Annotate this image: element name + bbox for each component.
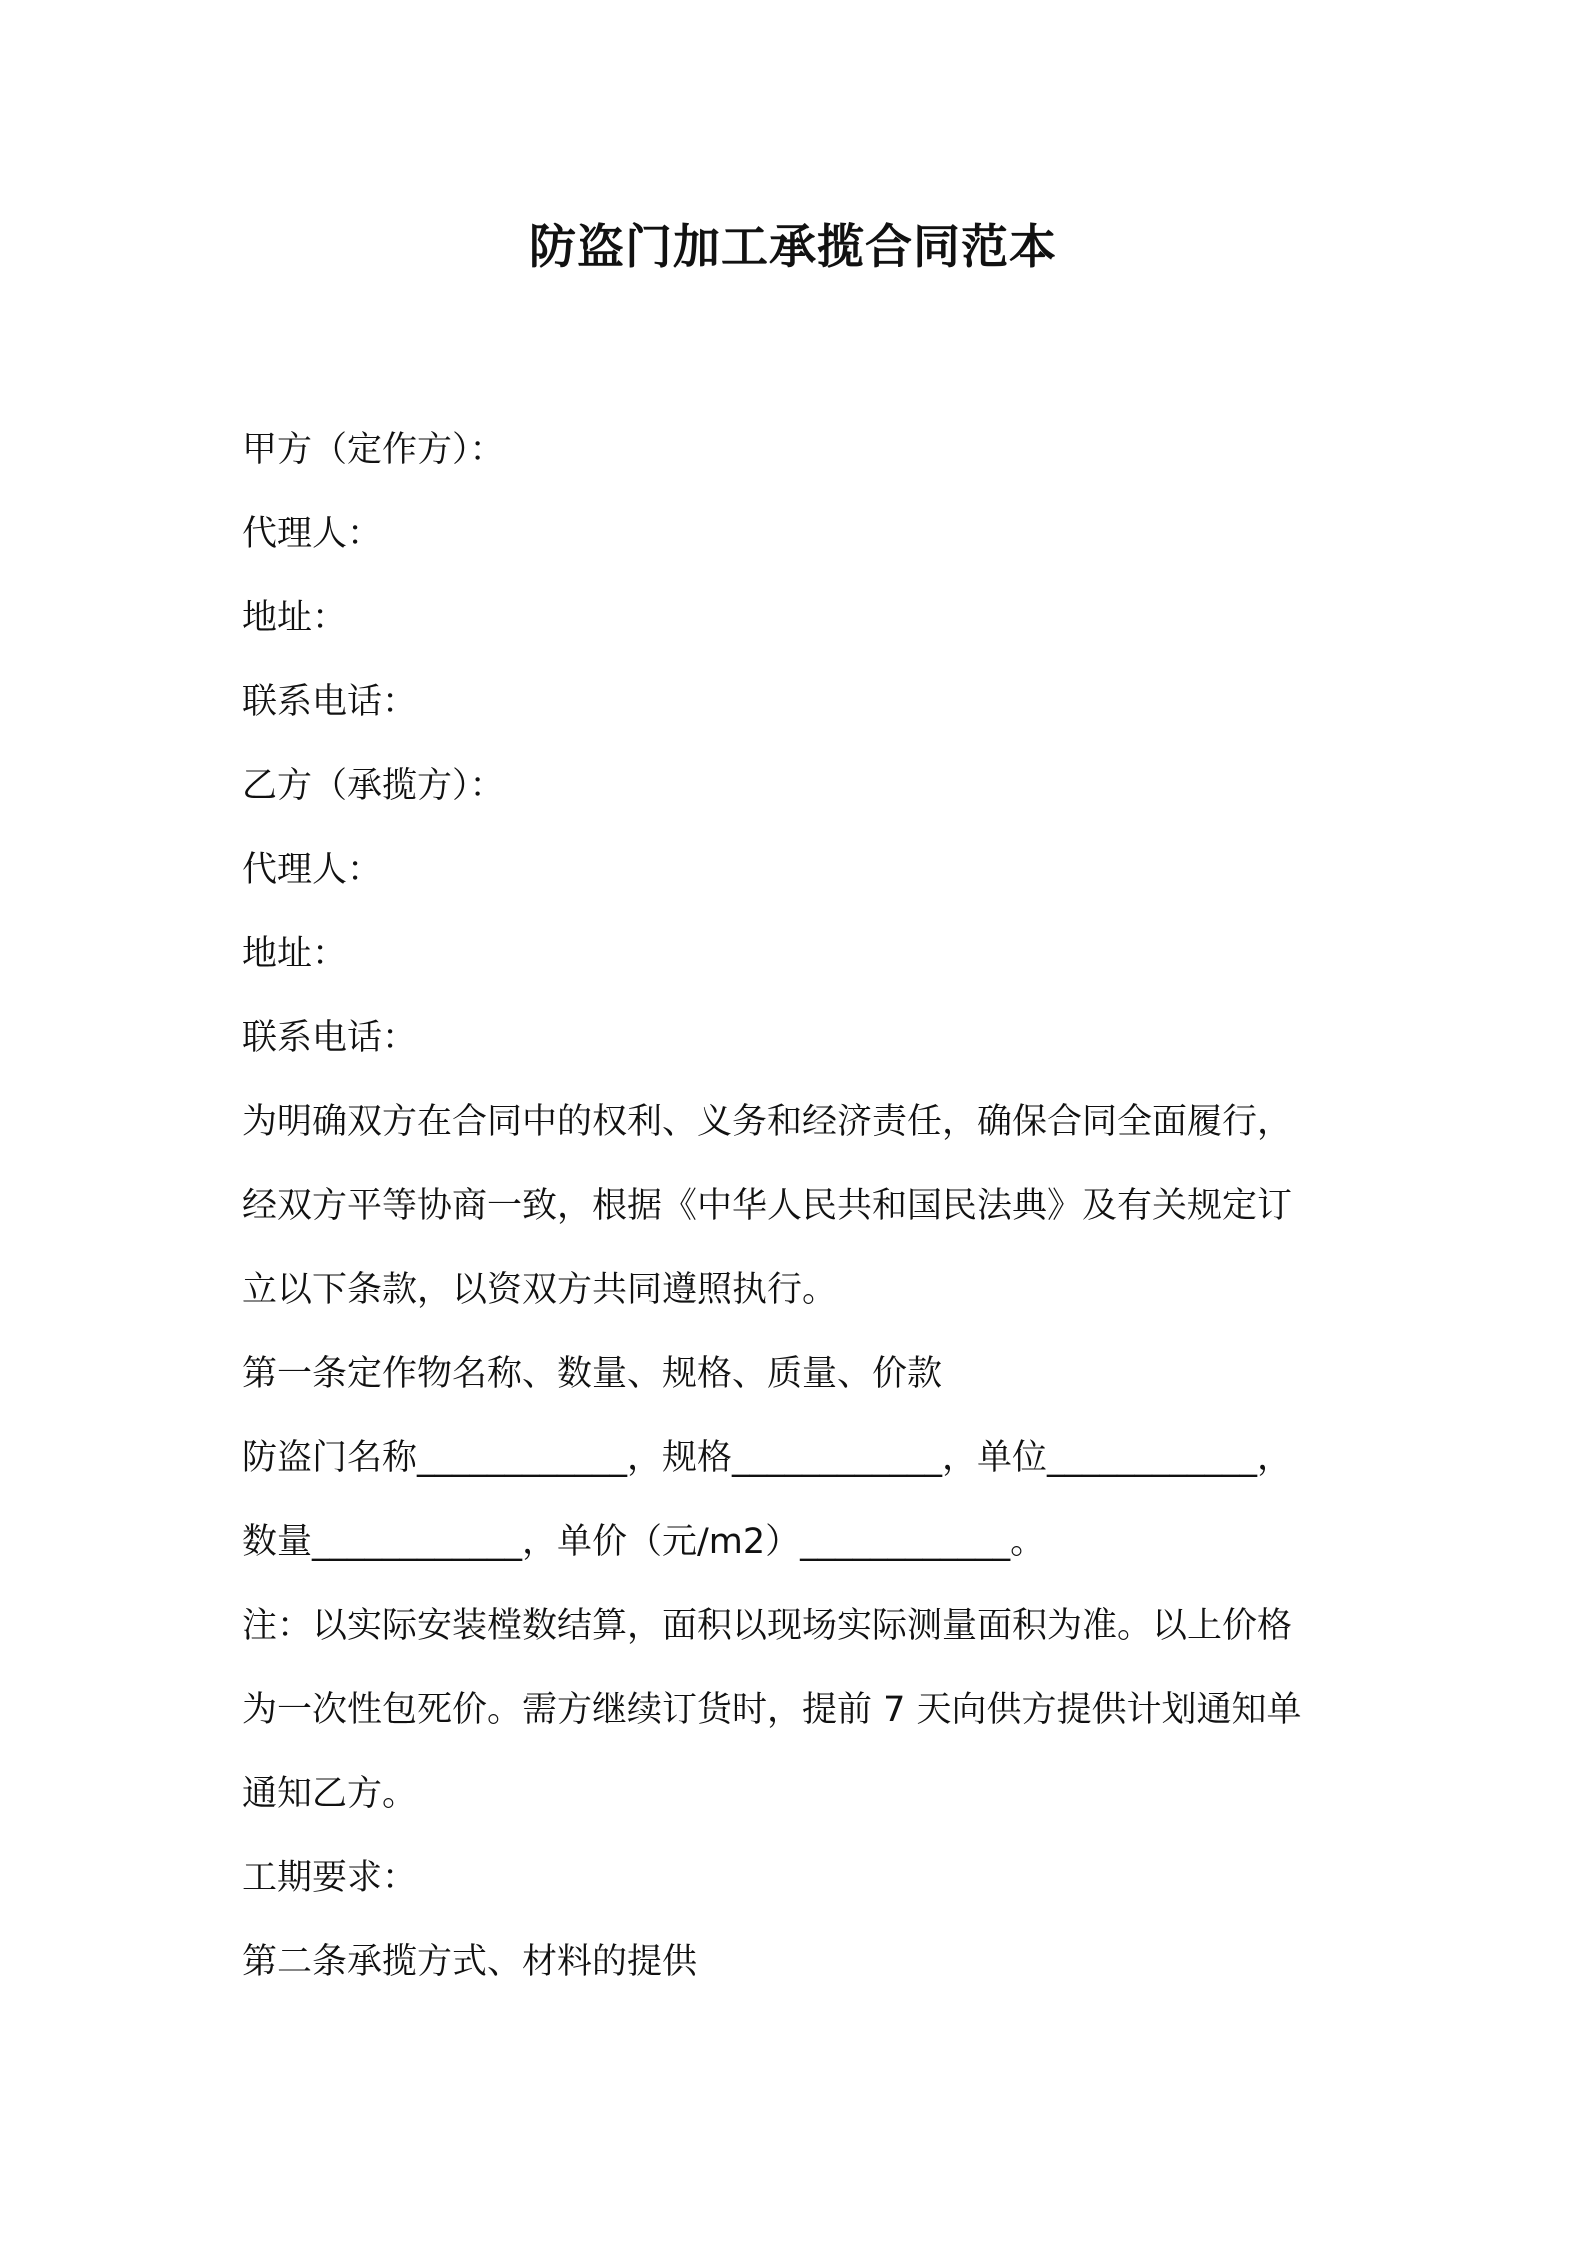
quantity-price-line: 数量____________，单价（元/m2）____________。	[242, 1522, 1046, 1562]
note-line: 注：以实际安装樘数结算，面积以现场实际测量面积为准。以上价格	[242, 1606, 1293, 1646]
preamble-line: 立以下条款，以资双方共同遵照执行。	[242, 1270, 838, 1310]
party-b-phone-label: 联系电话：	[242, 1018, 418, 1058]
preamble-line: 为明确双方在合同中的权利、义务和经济责任，确保合同全面履行，	[242, 1102, 1293, 1142]
schedule-requirement-label: 工期要求：	[242, 1858, 418, 1898]
document-title: 防盗门加工承揽合同范本	[529, 220, 1057, 275]
party-b-label: 乙方（承揽方）：	[242, 766, 505, 806]
party-a-agent-label: 代理人：	[242, 514, 383, 554]
party-a-address-label: 地址：	[242, 598, 348, 638]
preamble-line: 经双方平等协商一致，根据《中华人民共和国民法典》及有关规定订	[242, 1186, 1293, 1226]
party-a-label: 甲方（定作方）：	[242, 430, 505, 470]
product-spec-line: 防盗门名称____________，规格____________，单位____________，	[242, 1438, 1293, 1478]
article-two-heading: 第二条承揽方式、材料的提供	[242, 1942, 698, 1982]
party-a-phone-label: 联系电话：	[242, 682, 418, 722]
article-one-heading: 第一条定作物名称、数量、规格、质量、价款	[242, 1354, 943, 1394]
party-b-address-label: 地址：	[242, 934, 348, 974]
party-b-agent-label: 代理人：	[242, 850, 383, 890]
note-line: 通知乙方。	[242, 1774, 418, 1814]
note-line: 为一次性包死价。需方继续订货时，提前 7 天向供方提供计划通知单	[242, 1690, 1302, 1730]
document-body	[242, 408, 1382, 2004]
